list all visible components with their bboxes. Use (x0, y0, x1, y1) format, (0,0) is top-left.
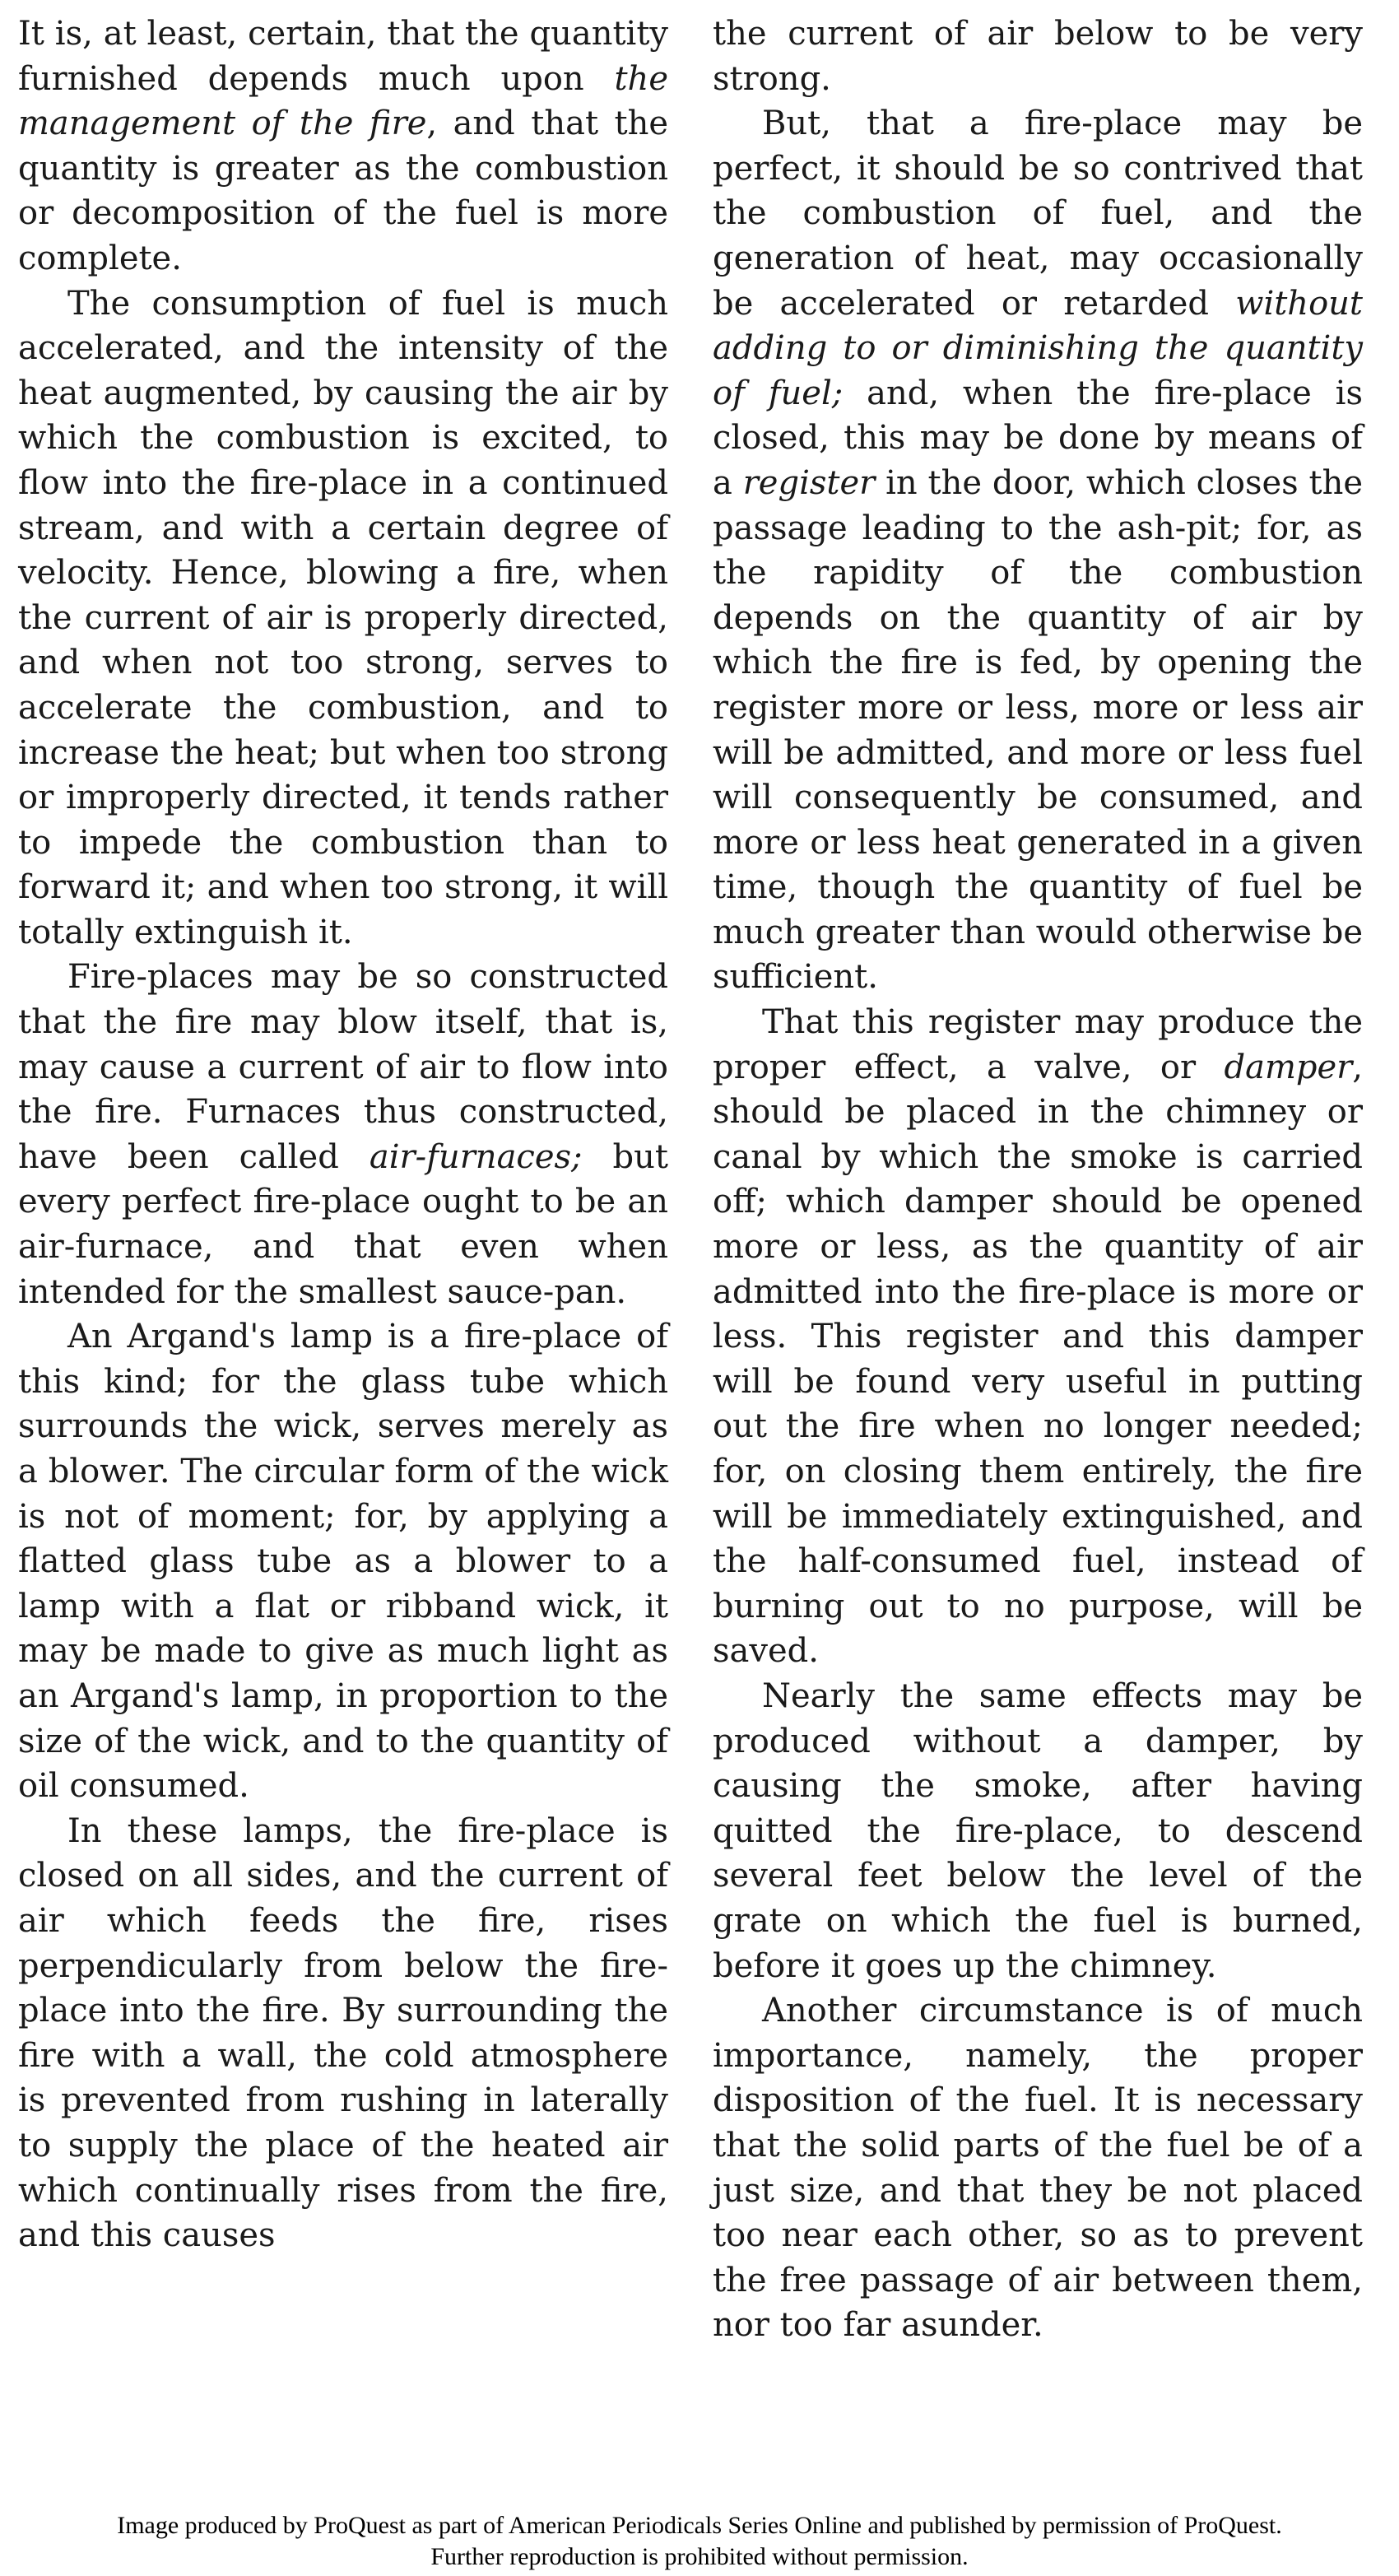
text-run: , should be placed in the chimney or canal by which the smoke is carried off; which damper should be opened more or less, as the quantity of air admitted into the fire-place is more or less. This register and this damper will be found very useful in putting out the fire when no longer needed; for, on closing them entirely, the fire will be immediately extinguished, and the half-consumed fuel, instead of burning out to no purpose, will be saved. (713, 1048, 1363, 1671)
text-run: Another circumstance is of much importance, namely, the proper disposition of the fuel. It is necessary that the solid parts of the fuel be of a just size, and that they be not placed too near each other, so as to prevent the free passage of air between them, nor too far asunder. (713, 1992, 1363, 2345)
text-run: In these lamps, the fire-place is closed on all sides, and the current of air which feeds the fire, rises perpendicularly from below the fire-place into the fire. By surrounding the fire with a wall, the cold atmosphere is prevented from rushing in laterally to supply the place of the heated air which continually rises from the fire, and this causes (18, 1811, 668, 2255)
paragraph (18, 1809, 668, 2258)
text-run: but every perfect fire-place ought to be an air-furnace, and that even when intended for the smallest sauce-pan. (18, 1137, 668, 1311)
paragraph (713, 1000, 1363, 1674)
left-text-column (18, 12, 668, 2258)
italic-phrase: register (742, 463, 876, 502)
paragraph (18, 281, 668, 956)
paragraph (713, 101, 1363, 1000)
text-run: An Argand's lamp is a fire-place of this kind; for the glass tube which surrounds the wick, serves merely as a blower. The circular form of the wick is not of moment; for, by applying a flatted glass tube as a blower to a lamp with a flat or ribband wick, it may be made to give as much light as an Argand's lamp, in proportion to the size of the wick, and to the quantity of oil consumed. (18, 1318, 668, 1806)
text-run: and, when the fire-place is closed, this may be done by means of a (713, 374, 1364, 502)
italic-phrase: damper (1224, 1048, 1353, 1086)
paragraph (18, 12, 668, 281)
text-run: , and that the quantity is greater as the combustion or decomposition of the fuel is more complete. (18, 105, 668, 277)
footer-line-1: Image produced by ProQuest as part of American Periodicals Series Online and published by permission of ProQuest. (117, 2512, 1282, 2539)
footer-line-2: Further reproduction is prohibited without permission. (430, 2543, 969, 2570)
paragraph (18, 955, 668, 1314)
paragraph (713, 1674, 1363, 1988)
text-run: Nearly the same effects may be produced without a damper, by causing the smoke, after having quitted the fire-place, to descend several feet below the level of the grate on which the fuel is burned, before it goes up the chimney. (713, 1676, 1363, 1985)
paragraph (713, 12, 1363, 101)
text-run: That this register may produce the proper effect, a valve, or (713, 1003, 1363, 1086)
italic-phrase: without adding to or diminishing the quantity of fuel; (713, 284, 1363, 412)
italic-phrase: air-furnaces; (369, 1137, 583, 1176)
copyright-footer (0, 2510, 1399, 2573)
right-text-column (713, 12, 1363, 2348)
text-run: in the door, which closes the passage leading to the ash-pit; for, as the rapidity of the combustion depends on the quantity of air by which the fire is fed, by opening the register more or less, more or less air will be admitted, and more or less fuel will consequently be consumed, and more or less heat generated in a given time, though the quantity of fuel be much greater than would otherwise be sufficient. (713, 463, 1364, 997)
text-run: the current of air below to be very strong. (713, 15, 1363, 98)
text-run: But, that a fire-place may be perfect, it should be so contrived that the combustion of fuel, and the generation of heat, may occasionally be accelerated or retarded (713, 105, 1363, 323)
paragraph (18, 1314, 668, 1809)
text-run: It is, at least, certain, that the quantity furnished depends much upon (18, 15, 668, 98)
paragraph (713, 1988, 1363, 2348)
text-run: The consumption of fuel is much accelerated, and the intensity of the heat augmented, by causing the air by which the combustion is excited, to flow into the fire-place in a continued stream, and with a certain degree of velocity. Hence, blowing a fire, when the current of air is properly directed, and when not too strong, serves to accelerate the combustion, and to increase the heat; but when too strong or improperly directed, it tends rather to impede the combustion than to forward it; and when too strong, it will totally extinguish it. (18, 284, 668, 951)
text-run: Fire-places may be so constructed that the fire may blow itself, that is, may cause a current of air to flow into the fire. Furnaces thus constructed, have been called (18, 958, 668, 1176)
italic-phrase: the management of the fire (18, 59, 668, 143)
